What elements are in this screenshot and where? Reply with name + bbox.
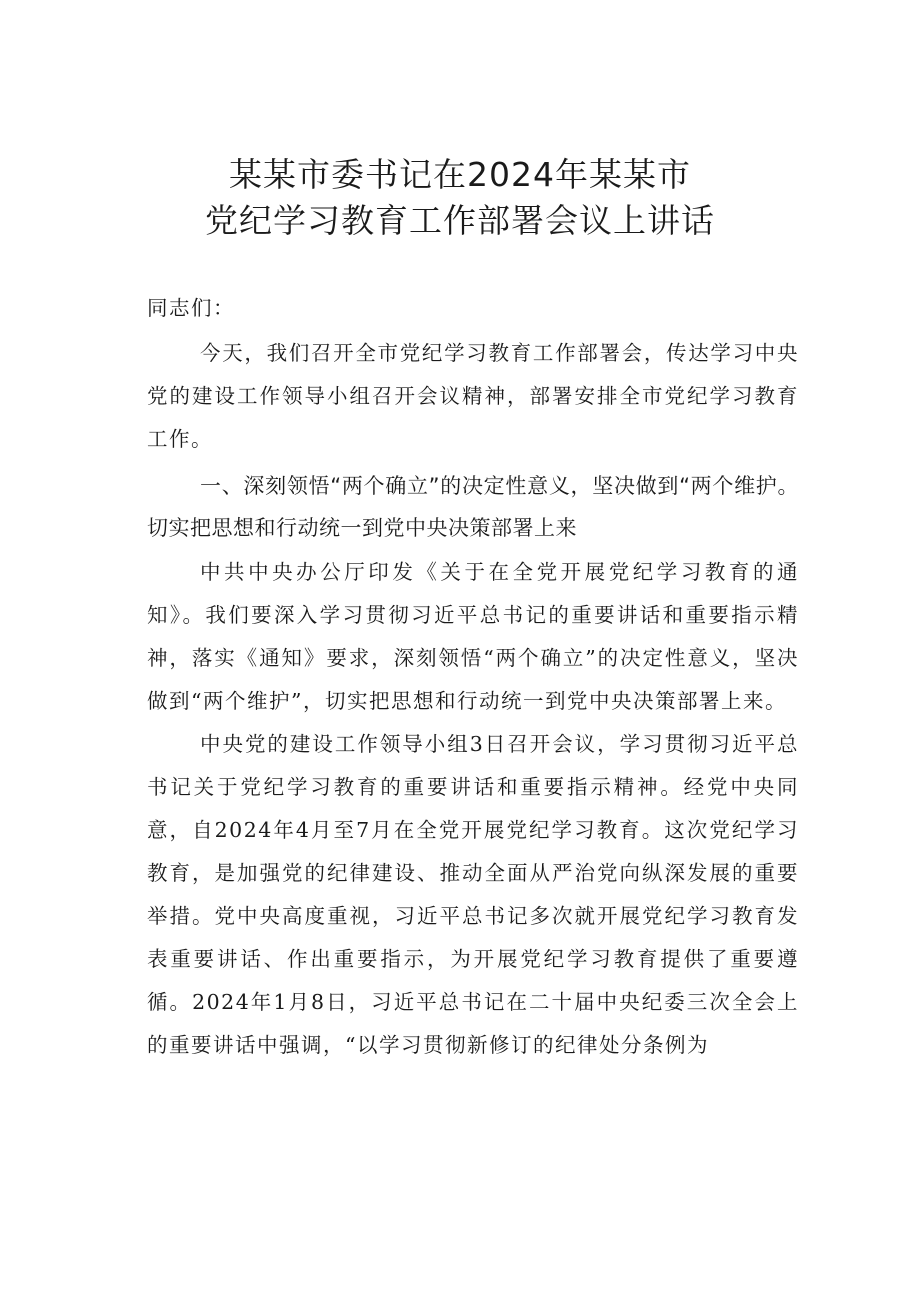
document-title (0, 152, 920, 244)
salutation: 同志们： (147, 296, 235, 320)
title-line-2: 党纪学习教育工作部署会议上讲话 (205, 201, 715, 240)
body-paragraph-2: 中央党的建设工作领导小组3日召开会议，学习贯彻习近平总书记关于党纪学习教育的重要讲话和重要指示精神。经党中央同意，自2024年4月至7月在全党开展党纪学习教育。这次党纪学习教育，是加强党的纪律建设、推动全面从严治党向纵深发展的重要举措。党中央高度重视，习近平总书记多次就开展党纪学习教育发表重要讲话、作出重要指示，为开展党纪学习教育提供了重要遵循。2024年1月8日，习近平总书记在二十届中央纪委三次全会上的重要讲话中强调，“以学习贯彻新修订的纪律处分条例为 (147, 732, 799, 1057)
intro-paragraph: 今天，我们召开全市党纪学习教育工作部署会，传达学习中央党的建设工作领导小组召开会议精神，部署安排全市党纪学习教育工作。 (147, 341, 799, 451)
body-paragraph-1: 中共中央办公厅印发《关于在全党开展党纪学习教育的通知》。我们要深入学习贯彻习近平总书记的重要讲话和重要指示精神，落实《通知》要求，深刻领悟“两个确立”的决定性意义，坚决做到“两个维护”，切实把思想和行动统一到党中央决策部署上来。 (147, 560, 799, 713)
title-line-1: 某某市委书记在2024年某某市 (229, 155, 691, 194)
section-heading-1: 一、深刻领悟“两个确立”的决定性意义，坚决做到“两个维护。切实把思想和行动统一到党中央决策部署上来 (147, 474, 799, 540)
document-body (147, 283, 799, 1067)
